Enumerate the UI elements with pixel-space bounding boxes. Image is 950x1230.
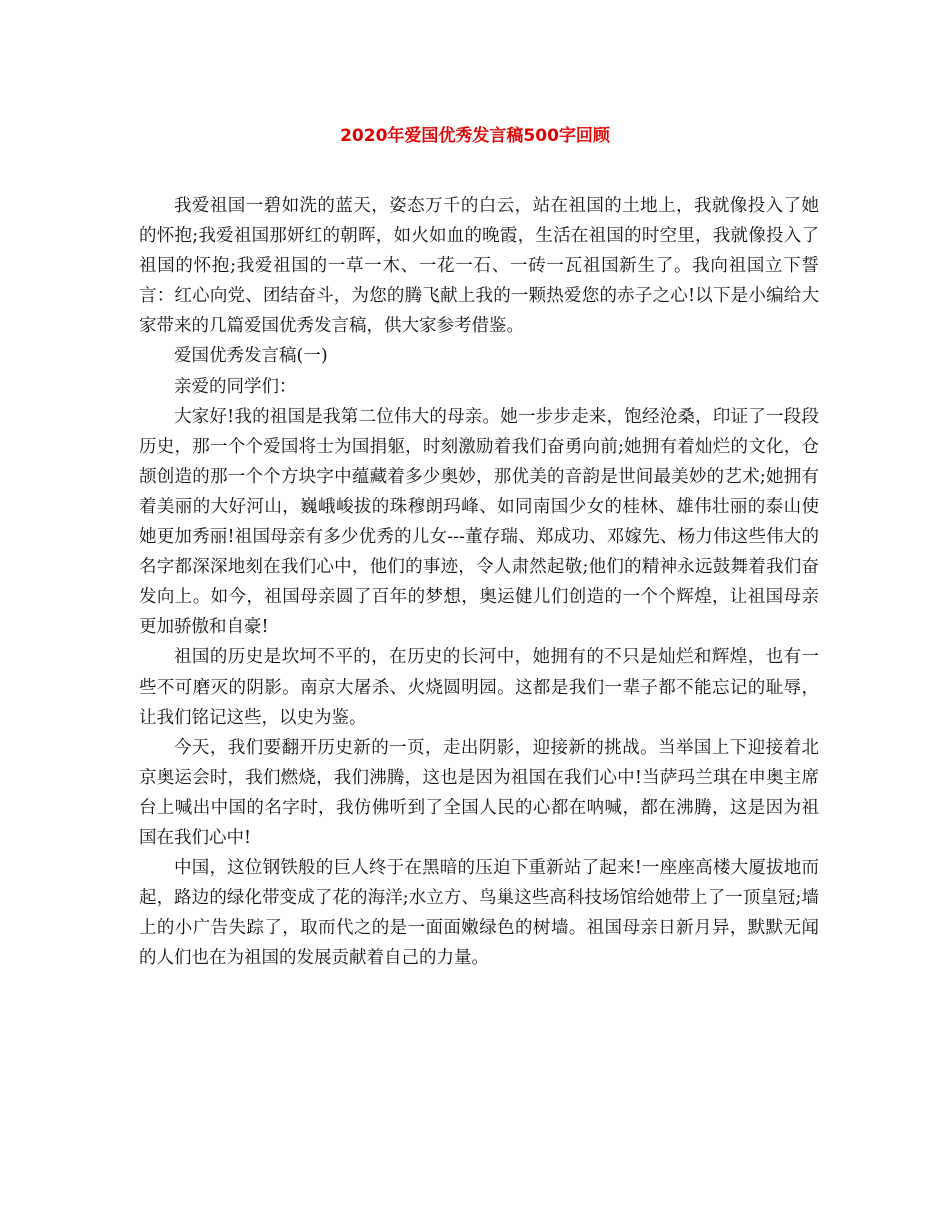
document-title: 2020年爱国优秀发言稿500字回顾: [340, 126, 610, 146]
paragraph: 大家好!我的祖国是我第二位伟大的母亲。她一步步走来，饱经沧桑，印证了一段段历史，那一个个爱国将士为国捐躯，时刻激励着我们奋勇向前;她拥有着灿烂的文化，仓颉创造的那一个个方块字中蕴藏着多少奥妙，那优美的音韵是世间最美妙的艺术;她拥有着美丽的大好河山，巍峨峻拔的珠穆朗玛峰、如同南国少女的桂林、雄伟壮丽的泰山使她更加秀丽!祖国母亲有多少优秀的儿女---董存瑞、郑成功、邓嫁先、杨力伟这些伟大的名字都深深地刻在我们心中，他们的事迹，令人肃然起敬;他们的精神永远鼓舞着我们奋发向上。如今，祖国母亲圆了百年的梦想，奥运健儿们创造的一个个辉煌，让祖国母亲更加骄傲和自豪!: [139, 406, 819, 638]
paragraph-intro: 我爱祖国一碧如洗的蓝天，姿态万千的白云，站在祖国的土地上，我就像投入了她的怀抱;我爱祖国那妍红的朝晖，如火如血的晚霞，生活在祖国的时空里，我就像投入了祖国的怀抱;我爱祖国的一草一木、一花一石、一砖一瓦祖国新生了。我向祖国立下誓言：红心向党、团结奋斗，为您的腾飞献上我的一颗热爱您的赤子之心!以下是小编给大家带来的几篇爱国优秀发言稿，供大家参考借鉴。: [139, 196, 819, 337]
section-heading: 爱国优秀发言稿(一): [174, 346, 328, 367]
document-body: [139, 191, 819, 973]
salutation: 亲爱的同学们：: [174, 376, 297, 397]
paragraph: 祖国的历史是坎坷不平的，在历史的长河中，她拥有的不只是灿烂和辉煌，也有一些不可磨灭的阴影。南京大屠杀、火烧圆明园。这都是我们一辈子都不能忘记的耻辱，让我们铭记这些，以史为鉴。: [139, 647, 819, 728]
paragraph: 中国，这位钢铁般的巨人终于在黑暗的压迫下重新站了起来!一座座高楼大厦拔地而起，路边的绿化带变成了花的海洋;水立方、鸟巢这些高科技场馆给她带上了一顶皇冠;墙上的小广告失踪了，取而代之的是一面面嫩绿色的树墙。祖国母亲日新月异，默默无闻的人们也在为祖国的发展贡献着自己的力量。: [139, 858, 819, 969]
paragraph: 今天，我们要翻开历史新的一页，走出阴影，迎接新的挑战。当举国上下迎接着北京奥运会时，我们燃烧，我们沸腾，这也是因为祖国在我们心中!当萨玛兰琪在申奥主席台上喊出中国的名字时，我仿佛听到了全国人民的心都在呐喊，都在沸腾，这是因为祖国在我们心中!: [139, 737, 819, 848]
